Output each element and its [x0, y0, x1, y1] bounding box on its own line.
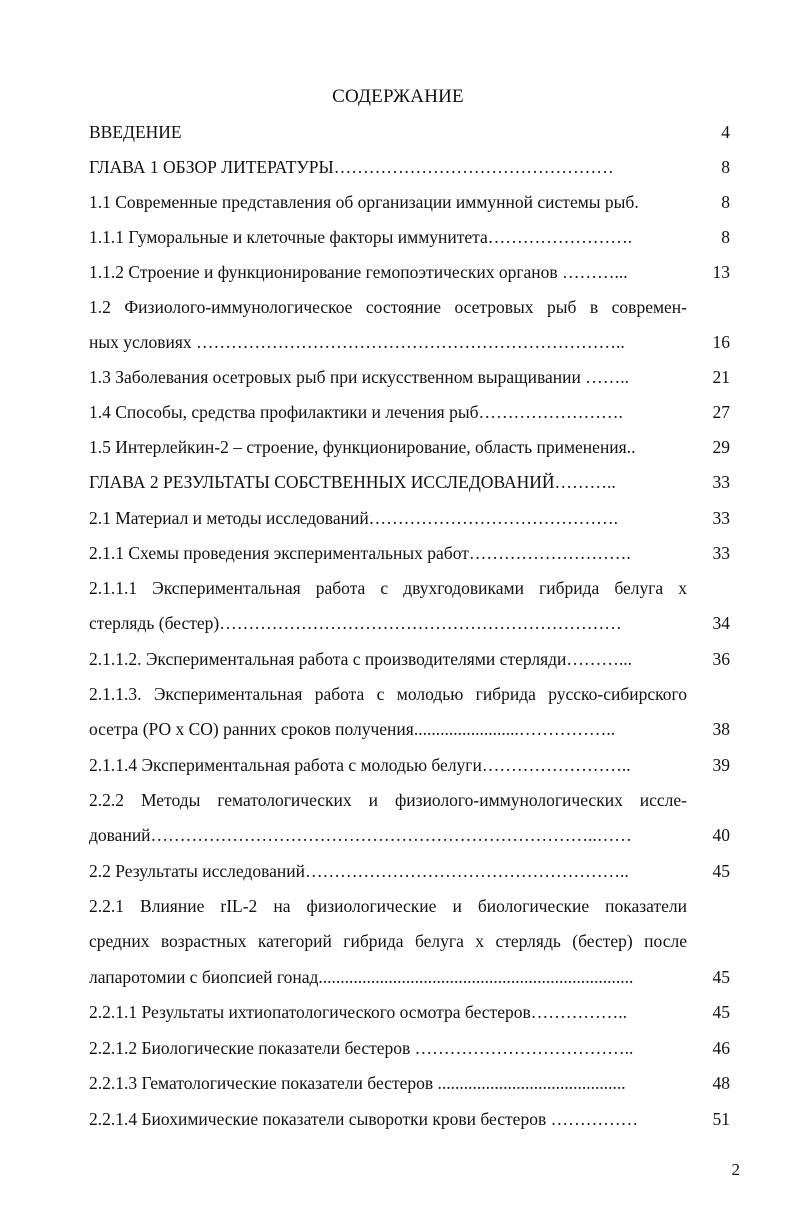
- toc-entry-line: 2.2.1.1 Результаты ихтиопатологического осмотра бестеров……………..: [89, 1002, 627, 1022]
- toc-entry-line: 2.2.1.2 Биологические показатели бестеров ………………………………..: [89, 1038, 634, 1058]
- toc-entry-line: 2.2.1 Влияние rIL-2 на физиологические и биологические показатели: [89, 896, 687, 916]
- toc-entry-line: ГЛАВА 1 ОБЗОР ЛИТЕРАТУРЫ…………………………………………: [89, 157, 614, 177]
- toc-entry-line: 1.2 Физиолого-иммунологическое состояние осетровых рыб в современ-: [89, 297, 687, 317]
- toc-entry-line: ных условиях ………………………………………………………………..: [89, 332, 625, 352]
- toc-page-number: 38: [712, 719, 730, 739]
- toc-page-number: 27: [712, 402, 730, 422]
- toc-page-number: 45: [712, 1002, 730, 1022]
- toc-page-number: 29: [712, 437, 730, 457]
- toc-page-number: 16: [712, 332, 730, 352]
- toc-entry-line: стерлядь (бестер)……………………………………………………………: [89, 613, 622, 633]
- toc-page-number: 8: [721, 157, 730, 177]
- toc-entry-line: ГЛАВА 2 РЕЗУЛЬТАТЫ СОБСТВЕННЫХ ИССЛЕДОВАНИЙ………..: [89, 472, 616, 492]
- toc-page-number: 40: [712, 825, 730, 845]
- toc-page-number: 13: [712, 262, 730, 282]
- toc-entry-line: 2.1 Материал и методы исследований…………………………………….: [89, 508, 619, 528]
- toc-page-number: 36: [712, 649, 730, 669]
- toc-page-number: 39: [712, 755, 730, 775]
- toc-page-number: 51: [712, 1109, 730, 1129]
- toc-entry-line: 2.1.1.4 Экспериментальная работа с молодью белуги……………………..: [89, 755, 631, 775]
- toc-page-number: 46: [712, 1038, 730, 1058]
- page-number: 2: [731, 1160, 740, 1179]
- toc-entry-line: 2.2.1.4 Биохимические показатели сыворотки крови бестеров ……………: [89, 1109, 639, 1129]
- toc-entry-line: средних возрастных категорий гибрида белуга х стерлядь (бестер) после: [89, 931, 687, 951]
- toc-entry-line: 2.1.1.1 Экспериментальная работа с двухгодовиками гибрида белуга х: [89, 578, 687, 598]
- toc-entry-line: 2.2.1.3 Гематологические показатели бестеров ...........................................: [89, 1073, 626, 1093]
- toc-page-number: 33: [712, 472, 730, 492]
- toc-entry-line: дований…………………………………………………………………..……: [89, 825, 632, 845]
- toc-entry-line: 2.1.1.2. Экспериментальная работа с производителями стерляди………...: [89, 649, 633, 669]
- toc-page-number: 34: [712, 613, 730, 633]
- toc-entry-line: 1.1 Современные представления об организации иммунной системы рыб.: [89, 192, 639, 212]
- toc-page-number: 48: [712, 1073, 730, 1093]
- toc-page-number: 8: [721, 227, 730, 247]
- toc-page-number: 8: [721, 192, 730, 212]
- page-title: СОДЕРЖАНИЕ: [332, 86, 464, 107]
- toc-page-number: 4: [721, 122, 730, 142]
- toc-entry-line: 1.4 Способы, средства профилактики и лечения рыб…………………….: [89, 402, 623, 422]
- toc-entry-line: ВВЕДЕНИЕ: [89, 122, 182, 142]
- toc-entry-line: 2.1.1.3. Экспериментальная работа с молодью гибрида русско-сибирского: [89, 684, 687, 704]
- toc-entry-line: 2.2 Результаты исследований………………………………………………..: [89, 861, 629, 881]
- toc-entry-line: 2.1.1 Схемы проведения экспериментальных работ……………………….: [89, 543, 631, 563]
- toc-entry-line: 1.1.2 Строение и функционирование гемопоэтических органов ………...: [89, 262, 628, 282]
- toc-page-number: 21: [712, 367, 730, 387]
- toc-entry-line: 2.2.2 Методы гематологических и физиолого-иммунологических иссле-: [89, 790, 687, 810]
- toc-page-number: 33: [712, 508, 730, 528]
- toc-entry-line: 1.3 Заболевания осетровых рыб при искусственном выращивании ……..: [89, 367, 629, 387]
- toc-entry-line: 1.5 Интерлейкин-2 – строение, функционирование, область применения..: [89, 437, 636, 457]
- toc-page-number: 45: [712, 861, 730, 881]
- toc-entry-line: лапаротомии с биопсией гонад........................................................................: [89, 967, 634, 987]
- toc-entry-line: 1.1.1 Гуморальные и клеточные факторы иммунитета…………………….: [89, 227, 633, 247]
- toc-page-number: 33: [712, 543, 730, 563]
- toc-entry-line: осетра (РО х СО) ранних сроков получения........................……………..: [89, 719, 616, 739]
- toc-page-number: 45: [712, 967, 730, 987]
